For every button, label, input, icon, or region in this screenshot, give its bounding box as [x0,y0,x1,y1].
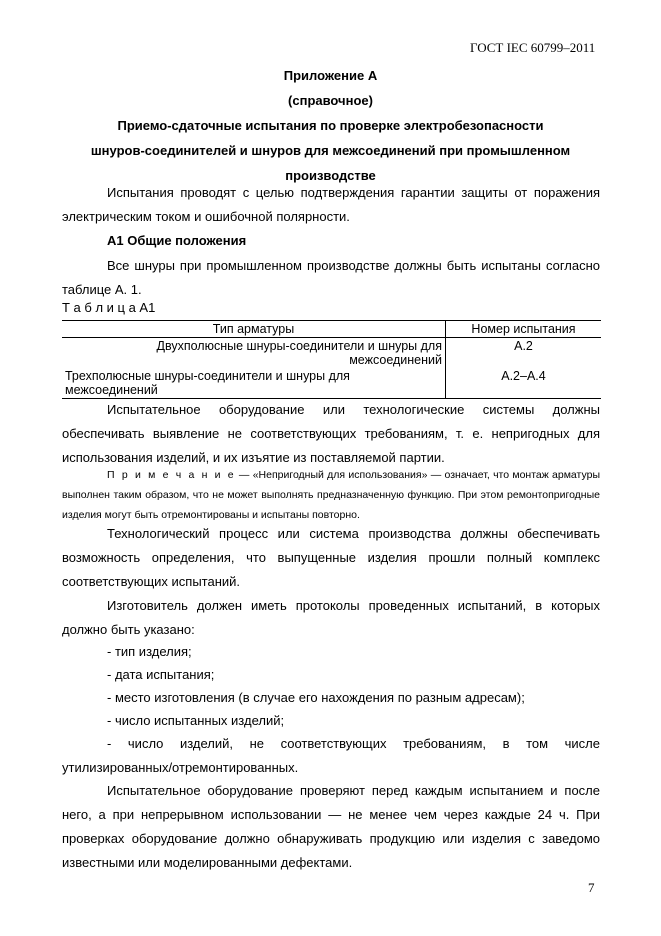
table-header-type: Тип арматуры [62,321,446,338]
table-header-test: Номер испытания [446,321,602,338]
table-cell-test: А.2 [514,339,533,353]
test-table [62,320,601,399]
note-label: П р и м е ч а н и е [107,469,236,481]
table-cell-type: Двухполюсные шнуры-соединители и шнуры для межсоединений [62,338,446,369]
section-heading: А1 Общие положения [107,233,247,248]
appendix-title: Приложение А [283,68,378,83]
list-item: - дата испытания; [107,667,215,682]
list-item: - место изготовления (в случае его нахождения по разным адресам); [107,690,525,705]
note-paragraph [62,465,600,525]
table-row [62,368,601,399]
table-cell-test: А.2–А.4 [446,368,602,399]
appendix-heading-line-1: Приемо-сдаточные испытания по проверке электробезопасности [117,118,544,133]
equipment-paragraph: Испытательное оборудование или технологические системы должны обеспечивать выявление не соответствующих требованиям, т. е. непригодных для использования изделий, и их изъятие из поставляемой партии. [62,402,600,465]
table-header-row [62,321,601,338]
process-paragraph: Технологический процесс или система производства должны обеспечивать возможность определения, что выпущенные изделия прошли полный комплекс соответствующих испытаний. [62,526,600,589]
intro-paragraph: Испытания проводят с целью подтверждения гарантии защиты от поражения электрическим током и ошибочной полярности. [62,185,600,224]
list-item: - число испытанных изделий; [107,713,285,728]
list-item: - тип изделия; [107,644,192,659]
table-caption: Т а б л и ц а А1 [62,300,156,315]
checking-paragraph: Испытательное оборудование проверяют перед каждым испытанием и после него, а при непрерывном использовании — не менее чем через каждые 24 ч. При проверках оборудование должно обнаруживать продукцию или изделия с заведомо известными или моделированными дефектами. [62,783,600,870]
note-text: — «Непригодный для использования» — означает, что монтаж арматуры выполнен таким образом, что не может выполнять предназначенную функцию. При этом ремонтопригодные изделия могут быть отремонтированы и испытаны повторно. [62,469,600,521]
page-number: 7 [588,880,595,895]
section-paragraph: Все шнуры при промышленном производстве должны быть испытаны согласно таблице А. 1. [62,258,600,297]
appendix-heading-line-2: шнуров-соединителей и шнуров для межсоединений при промышленном [90,143,571,158]
standard-number: ГОСТ IEC 60799–2011 [470,40,596,55]
table-cell-type: Трехполюсные шнуры-соединители и шнуры для межсоединений [62,368,446,399]
appendix-kind: (справочное) [288,93,373,108]
appendix-heading-line-3: производстве [285,168,376,183]
list-item: - число изделий, не соответствующих требованиям, в том числе утилизированных/отремонтированных. [62,736,600,775]
table-row [62,338,601,369]
protocols-paragraph: Изготовитель должен иметь протоколы проведенных испытаний, в которых должно быть указано: [62,598,600,637]
